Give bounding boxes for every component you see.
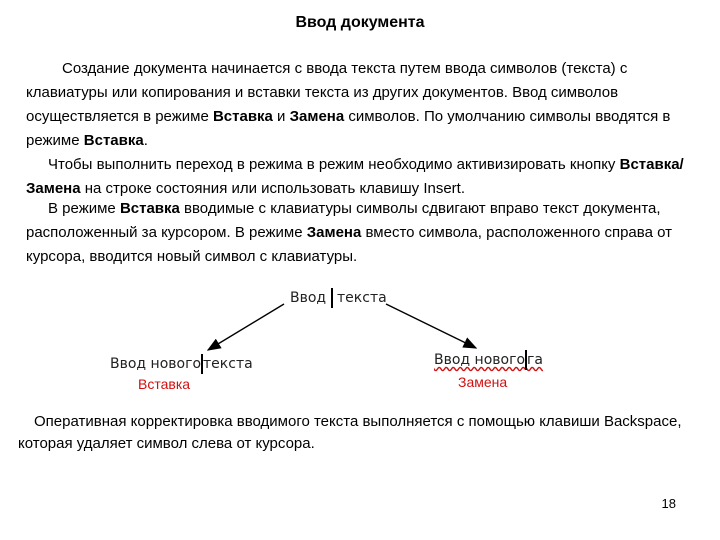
- paragraph-switch-mode: [26, 153, 694, 201]
- p3-bold-2: Замена: [306, 224, 362, 241]
- p3-text-2: вводимые с клавиатуры символы сдвигают вправо текст документа, расположенный за курсором. В режиме: [26, 200, 661, 241]
- page-number: 18: [661, 496, 676, 511]
- replace-mode-label: Замена: [458, 374, 508, 390]
- cursor-icon: [331, 288, 333, 308]
- p1-text-2: и: [272, 108, 290, 125]
- insert-mode-label: Вставка: [138, 376, 191, 392]
- p1-text-4: .: [143, 132, 148, 149]
- paragraph-modes: [26, 197, 694, 269]
- p2-text-2: на строке состояния или использовать клавишу Insert.: [80, 180, 466, 197]
- insert-replace-diagram: [0, 270, 720, 400]
- top-text-after-cursor: текста: [337, 290, 387, 306]
- p1-text-3: символов. По умолчанию символы вводятся в режиме: [26, 108, 671, 149]
- arrow-left: [208, 304, 284, 350]
- p2-bold-1: Вставка/Замена: [26, 156, 684, 197]
- p1-bold-2: Замена: [289, 108, 345, 125]
- p1-text-1: Создание документа начинается с ввода текста путем ввода символов (текста) с клавиатуры или копирования и вставки текста из других документов. Ввод символов осуществляется в режиме: [26, 60, 628, 125]
- arrow-right: [386, 304, 476, 348]
- page-title: Ввод документа: [295, 14, 425, 31]
- p3-text-3: вместо символа, расположенного справа от курсора, вводится новый символ с клавиатуры.: [26, 224, 672, 265]
- p1-bold-1: Вставка: [212, 108, 273, 125]
- p1-bold-3: Вставка: [83, 132, 144, 149]
- diagram-replace-example: [434, 350, 543, 370]
- paragraph-intro: [26, 57, 694, 153]
- paragraph-backspace: Оперативная корректировка вводимого текста выполняется с помощью клавиши Backspace, которая удаляет символ слева от курсора.: [18, 413, 682, 452]
- diagram-top-text: [290, 288, 387, 308]
- p3-text-1: В режиме: [48, 200, 120, 217]
- replace-text-after-cursor: га: [527, 352, 543, 368]
- insert-text-before-cursor: Ввод нового: [110, 356, 202, 372]
- insert-text-after-cursor: текста: [203, 356, 253, 372]
- replace-text-before-cursor: Ввод нового: [434, 352, 526, 368]
- p2-text-1: Чтобы выполнить переход в режима в режим необходимо активизировать кнопку: [48, 156, 620, 173]
- top-text-before-cursor: Ввод: [290, 290, 327, 306]
- diagram-insert-example: [110, 354, 253, 374]
- p3-bold-1: Вставка: [119, 200, 180, 217]
